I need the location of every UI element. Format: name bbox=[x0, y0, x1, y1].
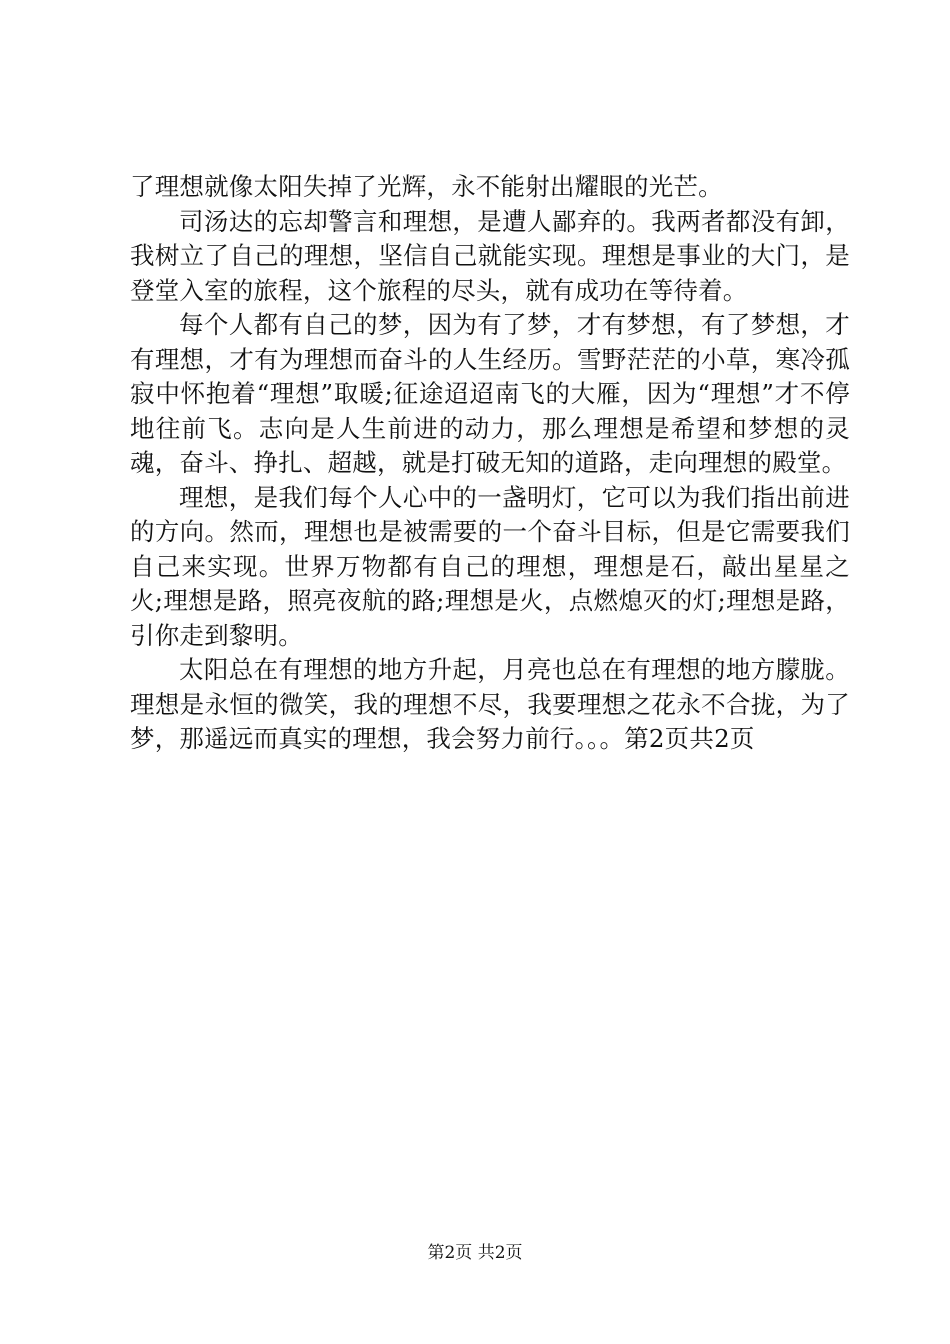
page-footer: 第2页 共2页 bbox=[427, 1243, 523, 1263]
document-body bbox=[130, 170, 850, 757]
paragraph-4: 理想，是我们每个人心中的一盏明灯，它可以为我们指出前进的方向。然而，理想也是被需要的一个奋斗目标，但是它需要我们自己来实现。世界万物都有自己的理想，理想是石，敲出星星之火;理想是路，照亮夜航的路;理想是火，点燃熄灭的灯;理想是路，引你走到黎明。 bbox=[130, 482, 850, 650]
paragraph-3: 每个人都有自己的梦，因为有了梦，才有梦想，有了梦想，才有理想，才有为理想而奋斗的人生经历。雪野茫茫的小草，寒冷孤寂中怀抱着“理想”取暖;征途迢迢南飞的大雁，因为“理想”才不停地往前飞。志向是人生前进的动力，那么理想是希望和梦想的灵魂，奋斗、挣扎、超越，就是打破无知的道路，走向理想的殿堂。 bbox=[130, 310, 850, 477]
paragraph-1: 了理想就像太阳失掉了光辉，永不能射出耀眼的光芒。 bbox=[130, 172, 723, 201]
paragraph-5: 太阳总在有理想的地方升起，月亮也总在有理想的地方朦胧。理想是永恒的微笑，我的理想不尽，我要理想之花永不合拢，为了梦，那遥远而真实的理想，我会努力前行。。。第2页共2页 bbox=[130, 655, 850, 753]
paragraph-2: 司汤达的忘却警言和理想，是遭人鄙弃的。我两者都没有卸，我树立了自己的理想，坚信自己就能实现。理想是事业的大门，是登堂入室的旅程，这个旅程的尽头，就有成功在等待着。 bbox=[130, 206, 850, 305]
